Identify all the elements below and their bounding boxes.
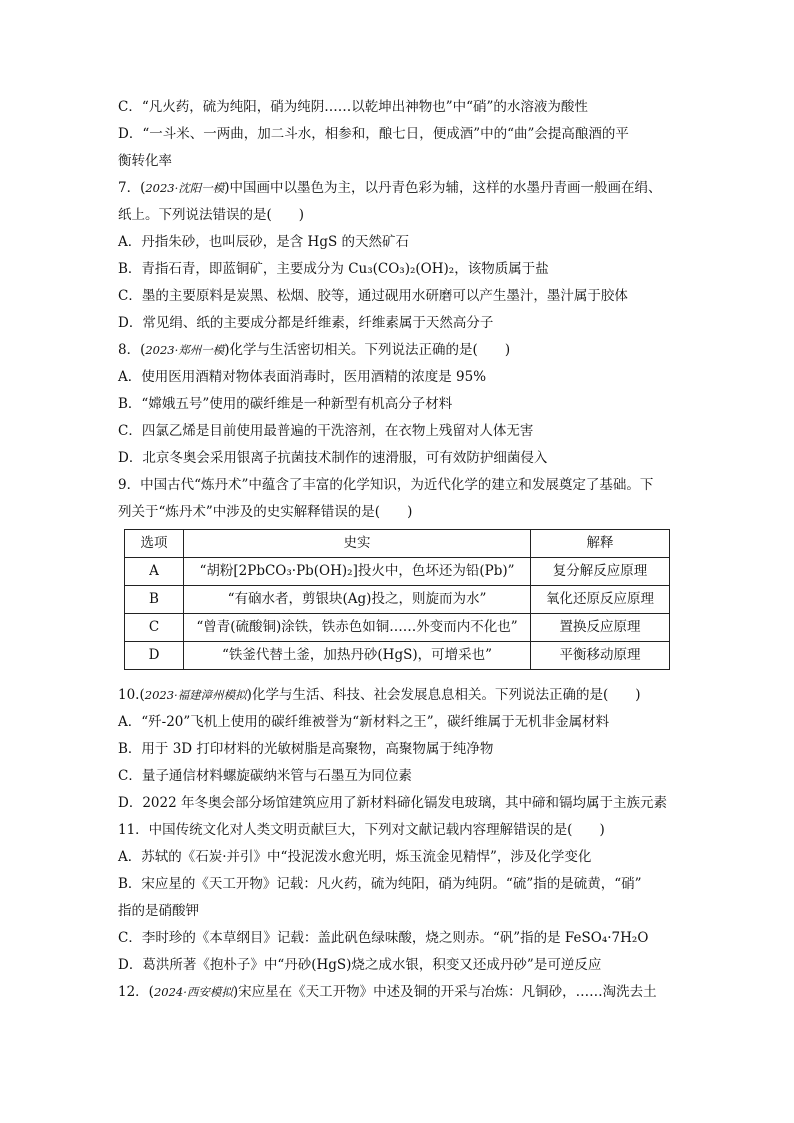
table-cell-fact: “曾青(硫酸铜)涂铁，铁赤色如铜……外变而内不化也” <box>184 614 531 642</box>
q11-option-d: D．葛洪所著《抱朴子》中“丹砂(HgS)烧之成水银，积变又还成丹砂”是可逆反应 <box>118 957 602 973</box>
q11-option-c: C．李时珍的《本草纲目》记载：盖此矾色绿味酸，烧之则赤。“矾”指的是 FeSO₄·7H₂O <box>118 930 649 946</box>
q8-number: 8．( <box>118 342 146 358</box>
q12-source: 2024·西安模拟 <box>153 985 233 999</box>
q10-option-d: D．2022 年冬奥会部分场馆建筑应用了新材料碲化镉发电玻璃，其中碲和镉均属于主族元素 <box>118 795 667 811</box>
table-cell-option: C <box>125 614 184 642</box>
q9-stem-continued: 列关于“炼丹术”中涉及的史实解释错误的是( ) <box>118 504 413 520</box>
q7-option-d: D．常见绢、纸的主要成分都是纤维素，纤维素属于天然高分子 <box>118 315 494 331</box>
q7-stem-continued: 纸上。下列说法错误的是( ) <box>118 207 305 223</box>
q6-option-d-continued: 衡转化率 <box>118 153 172 169</box>
q11-option-b: B．宋应星的《天工开物》记载：凡火药，硫为纯阳，硝为纯阴。“硫”指的是硫黄，“硝” <box>118 876 642 892</box>
q9-stem: 9．中国古代“炼丹术”中蕴含了丰富的化学知识，为近代化学的建立和发展奠定了基础。下 <box>118 477 654 493</box>
table-cell-explanation: 氧化还原反应原理 <box>531 586 670 614</box>
q6-option-d: D．“一斗米、一两曲，加二斗水，相参和，酿七日，便成酒”中的“曲”会提高酿酒的平 <box>118 126 629 142</box>
table-header-fact: 史实 <box>184 530 531 558</box>
q8-option-d: D．北京冬奥会采用银离子抗菌技术制作的速滑服，可有效防护细菌侵入 <box>118 450 548 466</box>
q8-source: 2023·郑州一模 <box>145 343 225 357</box>
q7-option-c: C．墨的主要原料是炭黑、松烟、胶等，通过砚用水研磨可以产生墨汁，墨汁属于胶体 <box>118 288 628 304</box>
q12-stem <box>118 979 678 1006</box>
q7-stem <box>118 175 678 202</box>
table-cell-fact: “铁釜代替土釜，加热丹砂(HgS)，可增采也” <box>184 642 531 670</box>
document-content <box>118 94 678 1006</box>
table-header-option: 选项 <box>125 530 184 558</box>
q8-stem <box>118 337 678 364</box>
table-header-explanation: 解释 <box>531 530 670 558</box>
table-cell-option: D <box>125 642 184 670</box>
q10-option-b: B．用于 3D 打印材料的光敏树脂是高聚物，高聚物属于纯净物 <box>118 741 494 757</box>
q9-table <box>124 529 670 670</box>
q7-option-a: A．丹指朱砂，也叫辰砂，是含 HgS 的天然矿石 <box>118 234 409 250</box>
q10-number: 10.( <box>118 687 145 703</box>
q12-stem-text: )宋应星在《天工开物》中述及铜的开采与冶炼：凡铜砂，……淘洗去土 <box>232 984 657 1000</box>
q7-source: 2023·沈阳一模 <box>145 181 225 195</box>
q10-option-c: C．量子通信材料螺旋碳纳米管与石墨互为同位素 <box>118 768 412 784</box>
q10-stem <box>118 682 678 709</box>
table-cell-fact: “有硇水者，剪银块(Ag)投之，则旋而为水” <box>184 586 531 614</box>
table-row <box>125 642 670 670</box>
q10-source: 2023·福建漳州模拟 <box>144 688 247 702</box>
table-row <box>125 586 670 614</box>
q11-option-a: A．苏轼的《石炭·并引》中“投泥泼水愈光明，烁玉流金见精悍”，涉及化学变化 <box>118 849 592 865</box>
q8-option-a: A．使用医用酒精对物体表面消毒时，医用酒精的浓度是 95% <box>118 369 487 385</box>
table-cell-explanation: 置换反应原理 <box>531 614 670 642</box>
q7-stem-text: )中国画中以墨色为主，以丹青色彩为辅，这样的水墨丹青画一般画在绢、 <box>224 180 662 196</box>
table-row <box>125 614 670 642</box>
table-row <box>125 558 670 586</box>
table-cell-option: A <box>125 558 184 586</box>
table-cell-explanation: 平衡移动原理 <box>531 642 670 670</box>
table-cell-explanation: 复分解反应原理 <box>531 558 670 586</box>
q12-number: 12．( <box>118 984 154 1000</box>
q8-option-b: B．“嫦娥五号”使用的碳纤维是一种新型有机高分子材料 <box>118 396 453 412</box>
table-cell-option: B <box>125 586 184 614</box>
q7-number: 7．( <box>118 180 146 196</box>
q11-stem: 11．中国传统文化对人类文明贡献巨大，下列对文献记载内容理解错误的是( ) <box>118 822 605 838</box>
q6-option-c: C．“凡火药，硫为纯阳，硝为纯阴……以乾坤出神物也”中“硝”的水溶液为酸性 <box>118 99 588 115</box>
q8-option-c: C．四氯乙烯是目前使用最普遍的干洗溶剂，在衣物上残留对人体无害 <box>118 423 534 439</box>
q10-option-a: A．“歼-20”飞机上使用的碳纤维被誉为“新材料之王”，碳纤维属于无机非金属材料 <box>118 714 610 730</box>
q7-option-b: B．青指石青，即蓝铜矿，主要成分为 Cu₃(CO₃)₂(OH)₂，该物质属于盐 <box>118 261 549 277</box>
q10-stem-text: )化学与生活、科技、社会发展息息相关。下列说法正确的是( ) <box>246 687 641 703</box>
q11-option-b-continued: 指的是硝酸钾 <box>118 903 199 919</box>
table-header-row <box>125 530 670 558</box>
q8-stem-text: )化学与生活密切相关。下列说法正确的是( ) <box>224 342 511 358</box>
table-cell-fact: “胡粉[2PbCO₃·Pb(OH)₂]投火中，色坏还为铅(Pb)” <box>184 558 531 586</box>
